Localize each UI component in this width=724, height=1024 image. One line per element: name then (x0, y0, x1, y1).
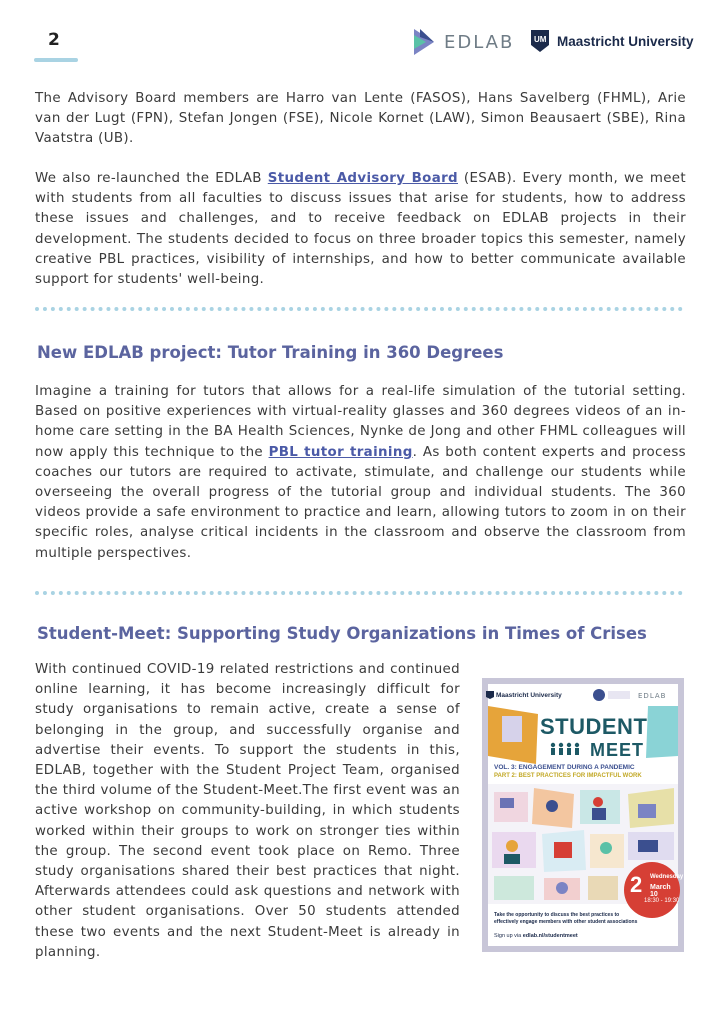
tutor-training-heading: New EDLAB project: Tutor Training in 360 Degrees (37, 343, 504, 362)
esab-text-after: (ESAB). Every month, we meet with students from all faculties to discuss issues that arise for students, how to address these issues and challenges, and to receive feedback on EDLAB projects in their development. The students decided to focus on three broader topics this semester, namely creative PBL practices, visibility of internships, and how to better communicate available support for students' well-being. (35, 171, 686, 288)
poster-date-badge (624, 862, 684, 918)
poster-signup-prefix: Sign up via (494, 933, 523, 939)
poster-part: PART 2: BEST PRACTICES FOR IMPACTFUL WORK (494, 773, 642, 779)
poster-month-day: March 10 (650, 884, 671, 898)
student-meet-paragraph: With continued COVID-19 related restrictions and continued online learning, it has become increasingly difficult for study organisations to remain active, create a sense of belonging in the group, and successfully organise and advertise their events. To support the students in this, EDLAB, together with the Student Project Team, organised the third volume of the Student-Meet.The first event was an active workshop on community-building, in which students worked within their groups to work on stronger ties within the group. The second event took place on Remo. Three study organisations shared their best practices that night. Afterwards attendees could ask questions and network with other student organisations. Over 50 students attended these two events and the next Student-Meet is already in planning. (35, 662, 460, 960)
maastricht-university-logo (529, 28, 694, 54)
tutor-text-after: . As both content experts and process coaches our tutors are required to activate, stimulate, and challenge our students while overseeing the overall progress of the tutorial group and individual students. The 360 videos provide a safe environment to practice and learn, allowing tutors to zoom in on their specific roles, analyse critical incidents in the classroom and observe the classroom from multiple perspectives. (35, 444, 686, 561)
poster-take-text: Take the opportunity to discuss the best practices to effectively engage members with other student associations (494, 912, 638, 925)
edlab-logo-text: EDLAB (444, 31, 515, 53)
poster-volume: VOL. 3: ENGAGEMENT DURING A PANDEMIC (494, 764, 635, 771)
people-icon (548, 742, 582, 756)
university-name: Maastricht University (557, 33, 694, 49)
tutor-training-paragraph (35, 382, 686, 564)
student-advisory-board-link[interactable]: Student Advisory Board (267, 171, 458, 186)
student-meet-poster (482, 678, 684, 952)
edlab-logo (412, 24, 514, 60)
poster-content (488, 684, 684, 946)
poster-title-student: STUDENT (540, 714, 648, 739)
tutor-text-before: Imagine a training for tutors that allows for a real-life simulation of the tutorial setting. Based on positive experiences with virtual-reality glasses and 360 degrees videos of an in-home care setting in the BA Health Sciences, Nynke de Jong and other FHML colleagues will now apply this technique to the (35, 384, 686, 460)
poster-signup-url: edlab.nl/studentmeet (522, 933, 578, 939)
poster-university: Maastricht University (496, 692, 562, 699)
section-divider (35, 307, 683, 311)
svg-text:UM: UM (534, 35, 547, 44)
poster-signup (494, 933, 578, 939)
pbl-tutor-training-link[interactable]: PBL tutor training (268, 444, 413, 460)
page-number: 2 (48, 30, 60, 50)
poster-weekday: Wednesday (650, 874, 684, 880)
poster-badge-icon (592, 688, 632, 702)
page-number-underline (34, 58, 78, 62)
um-crest-icon (529, 28, 551, 54)
poster-time: 18:30 - 19:30 (644, 898, 680, 904)
advisory-board-paragraph: The Advisory Board members are Harro van Lente (FASOS), Hans Savelberg (FHML), Arie van der Lugt (FPN), Stefan Jongen (FSE), Nicole Kornet (LAW), Simon Beausaert (SBE), Rina Vaatstra (UB). (35, 91, 686, 147)
poster-um-icon (486, 691, 494, 699)
poster-title-meet: MEET (590, 740, 645, 760)
poster-date-number: 2 (630, 872, 643, 897)
edlab-mark-icon (412, 27, 438, 57)
section-divider (35, 591, 683, 595)
esab-text-before: We also re-launched the EDLAB (35, 171, 268, 186)
student-meet-heading: Student-Meet: Supporting Study Organizations in Times of Crises (37, 624, 647, 643)
esab-paragraph (35, 169, 686, 290)
poster-edlab: EDLAB (638, 692, 667, 700)
